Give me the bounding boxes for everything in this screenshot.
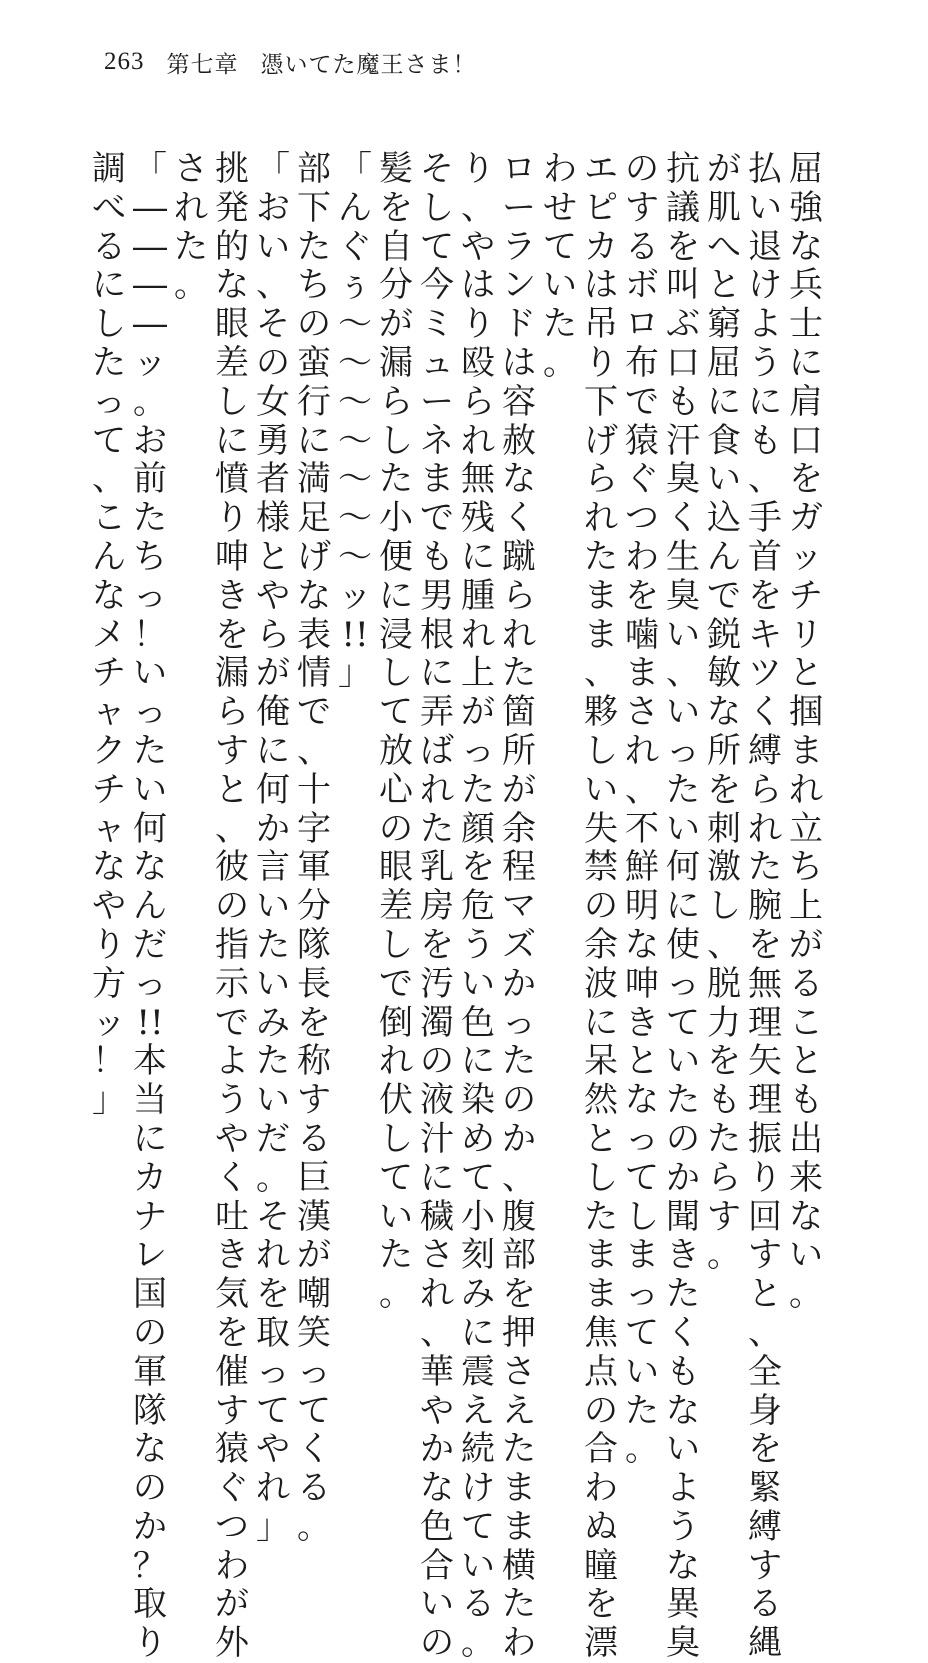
text-column-8: ローランドは容赦なく蹴られた箇所が余程マズかったのか、腹部を押さえたまま横たわ [502,149,536,1663]
text-column-17: 「――――ッ。お前たちっ！ いったい何なんだっ!! 本当にカナレ国の軍隊なのか？ 取り [133,149,201,1663]
text-column-15: 挑発的な眼差しに憤り呻きを漏らすと、彼の指示でようやく吐き気を催す猿ぐつわが外 [215,149,249,1663]
vertical-body-text [88,149,828,1663]
page-number: 263 [104,48,145,75]
text-column-12: 「んぐぅ〜〜〜〜〜〜〜ッ!!」 [338,149,372,694]
text-column-3: が肌へと窮屈に食い込んで鋭敏な所を刺激し、脱力をもたらす。 [707,149,741,1276]
text-column-4: 抗議を叫ぶ口も汗臭く生臭い、いったい何に使っていたのか聞きたくもないような異臭 [666,149,700,1663]
text-column-16: された。 [174,149,208,306]
text-column-7: わせていた。 [543,149,577,383]
running-head [104,44,477,80]
text-column-10: そして今ミューネまでも男根に弄ばれた乳房を汚濁の液汁に穢され、華やかな色合いの [420,149,454,1663]
text-column-1: 屈強な兵士に肩口をガッチリと掴まれ立ち上がることも出来ない。 [789,149,823,1315]
text-column-18: 調べるにしたって、こんなメチャクチャなやり方ッ！」 [92,149,126,1121]
text-column-5: のするボロ布で猿ぐつわを噛まされ、不鮮明な呻きとなってしまっていた。 [625,149,659,1470]
text-column-6: エピカは吊り下げられたまま、夥しい失禁の余波に呆然としたまま焦点の合わぬ瞳を漂 [584,149,618,1663]
text-column-13: 部下たちの蛮行に満足げな表情で、十字軍分隊長を称する巨漢が嘲笑ってくる。 [297,149,331,1547]
chapter-title: 憑いてた魔王さま！ [260,51,477,78]
text-column-11: 髪を自分が漏らした小便に浸して放心の眼差しで倒れ伏していた。 [379,149,413,1315]
text-column-14: 「おい、その女勇者様とやらが俺に何か言いたいみたいだ。それを取ってやれ」 [256,149,290,1547]
text-column-2: 払い退けようにも、手首をキツく縛られた腕を無理矢理振り回すと、全身を緊縛する縄 [748,149,782,1663]
text-column-9: り、やはり殴られ無残に腫れ上がった顔を危うい色に染めて小刻みに震え続けている。 [461,149,495,1663]
chapter-number: 第七章 [166,51,239,78]
